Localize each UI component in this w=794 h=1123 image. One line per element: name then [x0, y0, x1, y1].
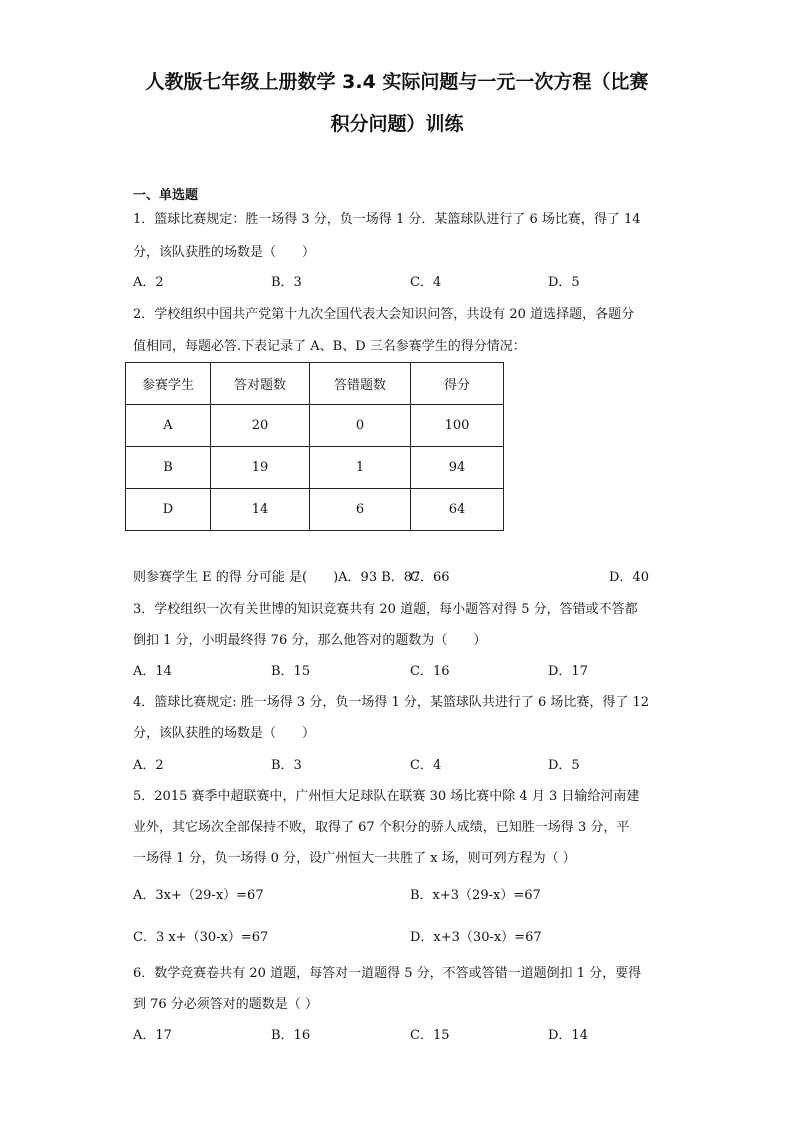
option-d: D．14	[548, 1028, 588, 1043]
option-c: C．16	[410, 664, 450, 679]
table-header-row	[126, 363, 504, 405]
score-table	[125, 362, 504, 531]
question-5-options-row-1	[133, 886, 693, 906]
option-c: C．4	[410, 275, 442, 290]
question-6-options	[133, 1026, 693, 1046]
option-a: A．2	[133, 758, 164, 773]
table-cell: 100	[411, 405, 504, 447]
table-cell: 14	[211, 489, 310, 531]
question-3-line-1: 3．学校组织一次有关世博的知识竞赛共有 20 道题，每小题答对得 5 分，答错或不答都	[133, 602, 638, 617]
option-b: B．3	[271, 758, 302, 773]
option-c: C．15	[410, 1028, 450, 1043]
option-b: B．3	[271, 275, 302, 290]
option-c: C．66	[410, 570, 450, 585]
question-5-options-row-2	[133, 928, 693, 948]
option-b: B．x+3（29-x）=67	[410, 888, 541, 903]
table-header-cell: 得分	[411, 363, 504, 405]
option-d: D．5	[548, 275, 580, 290]
table-cell: 19	[211, 447, 310, 489]
question-4-options	[133, 756, 693, 776]
document-title-line-1: 人教版七年级上册数学 3.4 实际问题与一元一次方程（比赛	[145, 71, 649, 93]
question-1-options	[133, 273, 693, 293]
table-cell: 94	[411, 447, 504, 489]
question-5-line-1: 5．2015 赛季中超联赛中，广州恒大足球队在联赛 30 场比赛中除 4 月 3 日输给河南建	[133, 789, 640, 804]
table-row	[126, 489, 504, 531]
table-row	[126, 405, 504, 447]
option-a: A．17	[133, 1028, 172, 1043]
question-1-line-1: 1．篮球比赛规定：胜一场得 3 分，负一场得 1 分．某篮球队进行了 6 场比赛，得了 14	[133, 212, 641, 227]
table-header-cell: 答对题数	[211, 363, 310, 405]
table-cell: B	[126, 447, 211, 489]
question-2-options	[133, 568, 693, 588]
table-header-cell: 参赛学生	[126, 363, 211, 405]
option-d: D．40	[609, 570, 649, 585]
option-c: C．4	[410, 758, 442, 773]
option-b: B．15	[271, 664, 311, 679]
option-d: D．17	[548, 664, 588, 679]
question-2-line-2: 值相同，每题必答.下表记录了 A、B、D 三名参赛学生的得分情况：	[133, 339, 526, 354]
table-cell: 0	[310, 405, 411, 447]
question-5-line-2: 业外，其它场次全部保持不败，取得了 67 个积分的骄人成绩，已知胜一场得 3 分，平	[133, 820, 630, 835]
table-cell: 6	[310, 489, 411, 531]
question-3-line-2: 倒扣 1 分，小明最终得 76 分，那么他答对的题数为（ ）	[133, 633, 487, 648]
option-a: A．14	[133, 664, 172, 679]
question-5-line-3: 一场得 1 分，负一场得 0 分，设广州恒大一共胜了 x 场，则可列方程为（ ）	[133, 851, 576, 866]
question-2-line-3: 则参赛学生 E 的得 分可能 是( )A．93 B．87	[133, 570, 421, 585]
document-title-line-2: 积分问题）训练	[330, 113, 464, 135]
option-d: D．5	[548, 758, 580, 773]
table-cell: 1	[310, 447, 411, 489]
question-4-line-1: 4．篮球比赛规定: 胜一场得 3 分，负一场得 1 分，某篮球队共进行了 6 场比赛，得了 12	[133, 695, 650, 710]
question-3-options	[133, 662, 693, 682]
option-d: D．x+3（30-x）=67	[410, 930, 542, 945]
table-cell: 20	[211, 405, 310, 447]
table-cell: A	[126, 405, 211, 447]
option-c: C．3 x+（30-x）=67	[133, 930, 269, 945]
table-header-cell: 答错题数	[310, 363, 411, 405]
table-cell: D	[126, 489, 211, 531]
section-heading: 一、单选题	[133, 188, 199, 203]
question-6-line-2: 到 76 分必须答对的题数是（ ）	[133, 997, 318, 1012]
option-b: B．16	[271, 1028, 311, 1043]
option-a: A．3x+（29-x）=67	[133, 888, 264, 903]
table-row	[126, 447, 504, 489]
question-1-line-2: 分，该队获胜的场数是（ ）	[133, 245, 316, 260]
table-cell: 64	[411, 489, 504, 531]
option-a: A．2	[133, 275, 164, 290]
question-4-line-2: 分，该队获胜的场数是（ ）	[133, 726, 316, 741]
question-6-line-1: 6．数学竞赛卷共有 20 道题，每答对一道题得 5 分，不答或答错一道题倒扣 1 分，要得	[133, 966, 642, 981]
question-2-line-1: 2．学校组织中国共产党第十九次全国代表大会知识问答，共设有 20 道选择题，各题分	[133, 307, 635, 322]
